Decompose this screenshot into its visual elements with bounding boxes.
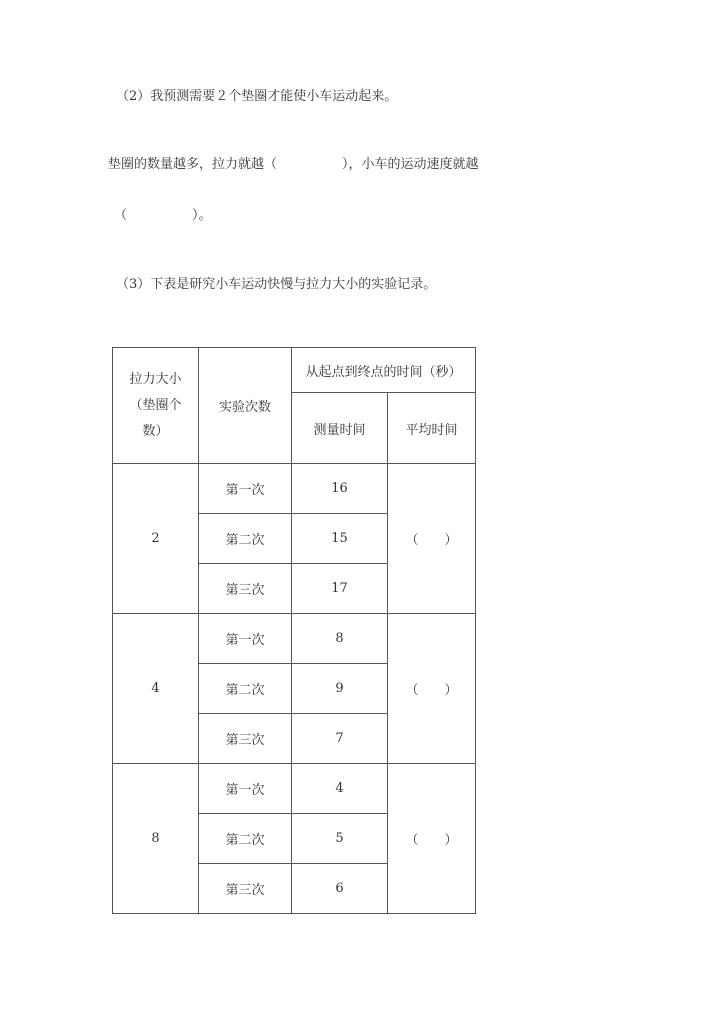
measured-time-value: 8 xyxy=(292,614,388,664)
header-trial: 实验次数 xyxy=(199,348,292,464)
fill-blank-line-1: 垫圈的数量越多，拉力就越（ ），小车的运动速度就越 xyxy=(108,157,479,172)
average-time-blank[interactable] xyxy=(388,764,476,914)
paren-left: （ xyxy=(405,833,419,848)
measured-time-value: 17 xyxy=(292,564,388,614)
trial-label: 第一次 xyxy=(199,764,292,814)
header-measured-time: 测量时间 xyxy=(292,393,388,464)
paren-left: （ xyxy=(405,683,419,698)
measured-time-value: 16 xyxy=(292,464,388,514)
paren-right: ） xyxy=(444,833,458,848)
header-force-line2: （垫圈个 xyxy=(129,397,182,413)
header-force-line3: 数） xyxy=(142,423,169,439)
paren-left: （ xyxy=(405,533,419,548)
measured-time-value: 9 xyxy=(292,664,388,714)
trial-label: 第一次 xyxy=(199,614,292,664)
trial-label: 第三次 xyxy=(199,564,292,614)
measured-time-value: 6 xyxy=(292,864,388,914)
table-row xyxy=(113,764,476,814)
question-3-text: （3）下表是研究小车运动快慢与拉力大小的实验记录。 xyxy=(116,277,437,292)
fill-blank-line-2: （ ）。 xyxy=(114,208,212,223)
header-average-time: 平均时间 xyxy=(388,393,476,464)
header-force-line1: 拉力大小 xyxy=(129,371,182,387)
trial-label: 第三次 xyxy=(199,864,292,914)
trial-label: 第三次 xyxy=(199,714,292,764)
measured-time-value: 4 xyxy=(292,764,388,814)
table-row xyxy=(113,464,476,514)
measured-time-value: 5 xyxy=(292,814,388,864)
measured-time-value: 15 xyxy=(292,514,388,564)
question-2-text: （2）我预测需要２个垫圈才能使小车运动起来。 xyxy=(116,89,398,104)
force-value: 2 xyxy=(113,464,199,614)
header-force xyxy=(113,348,199,464)
paren-right: ） xyxy=(444,683,458,698)
trial-label: 第二次 xyxy=(199,514,292,564)
force-value: 4 xyxy=(113,614,199,764)
paren-right: ） xyxy=(444,533,458,548)
average-time-blank[interactable] xyxy=(388,464,476,614)
measured-time-value: 7 xyxy=(292,714,388,764)
header-time-group: 从起点到终点的时间（秒） xyxy=(292,348,476,393)
trial-label: 第一次 xyxy=(199,464,292,514)
trial-label: 第二次 xyxy=(199,814,292,864)
table-row xyxy=(113,614,476,664)
trial-label: 第二次 xyxy=(199,664,292,714)
force-value: 8 xyxy=(113,764,199,914)
experiment-record-table xyxy=(112,347,476,914)
average-time-blank[interactable] xyxy=(388,614,476,764)
